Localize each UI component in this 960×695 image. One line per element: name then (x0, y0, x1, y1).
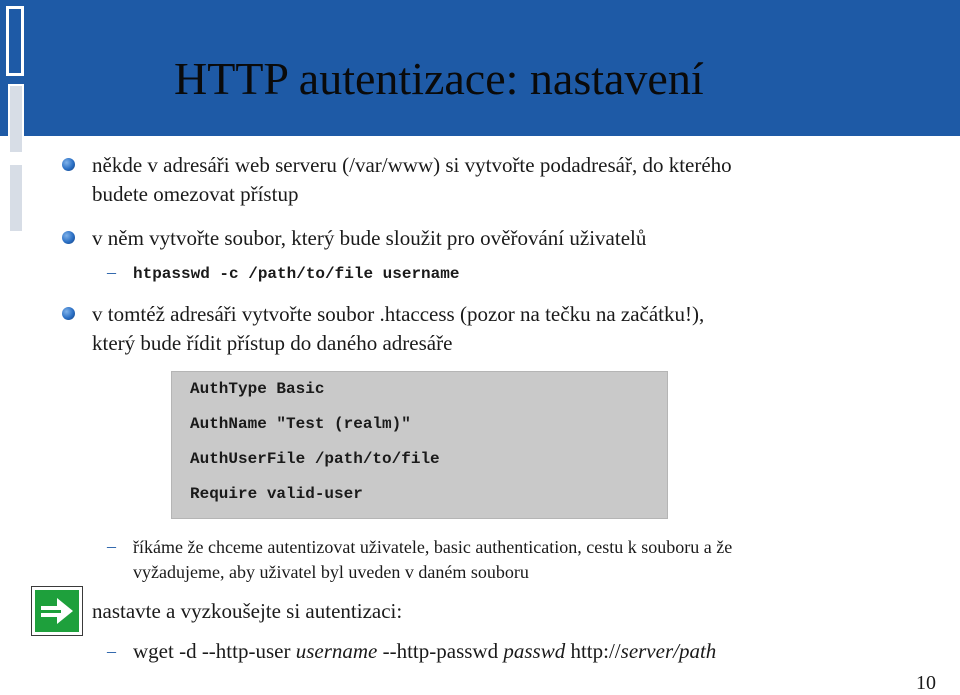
sub-bullet-text: říkáme že chceme autentizovat uživatele, basic authentication, cestu k souboru a že (133, 537, 733, 557)
code-block (171, 371, 668, 519)
command-placeholder: passwd (503, 639, 566, 663)
dash-marker: – (107, 536, 116, 556)
command-part: wget -d --http-user (133, 639, 296, 663)
command-line (133, 637, 716, 665)
command-text: htpasswd -c /path/to/file username (133, 265, 460, 283)
arrow-right-icon (31, 586, 83, 636)
bullet-text: v tomtéž adresáři vytvořte soubor .htaccess (pozor na tečku na začátku!), (92, 302, 705, 326)
command-placeholder: username (295, 639, 378, 663)
bullet-text: nastavte a vyzkoušejte si autentizaci: (92, 599, 403, 623)
command-part: http:// (565, 639, 621, 663)
decor-square (8, 163, 24, 233)
bullet-icon (62, 231, 75, 244)
dash-marker: – (107, 641, 116, 661)
command-part: --http-passwd (377, 639, 504, 663)
bullet-text: budete omezovat přístup (92, 182, 299, 206)
code-line: AuthUserFile /path/to/file (190, 450, 440, 468)
bullet-icon (62, 307, 75, 320)
dash-marker: – (107, 262, 116, 282)
bullet-text: který bude řídit přístup do daného adresáře (92, 331, 453, 355)
sub-bullet-text: vyžadujeme, aby uživatel byl uveden v daném souboru (133, 562, 529, 582)
bullet-text: někde v adresáři web serveru (/var/www) si vytvořte podadresář, do kterého (92, 153, 732, 177)
code-line: Require valid-user (190, 485, 363, 503)
slide-title: HTTP autentizace: nastavení (174, 53, 704, 104)
code-line: AuthName "Test (realm)" (190, 415, 411, 433)
code-line: AuthType Basic (190, 380, 325, 398)
decor-square (6, 6, 24, 76)
command-placeholder: server/path (620, 639, 717, 663)
bullet-icon (62, 158, 75, 171)
decor-square (8, 84, 24, 154)
bullet-text: v něm vytvořte soubor, který bude sloužit pro ověřování uživatelů (92, 226, 647, 250)
page-number: 10 (916, 672, 936, 694)
